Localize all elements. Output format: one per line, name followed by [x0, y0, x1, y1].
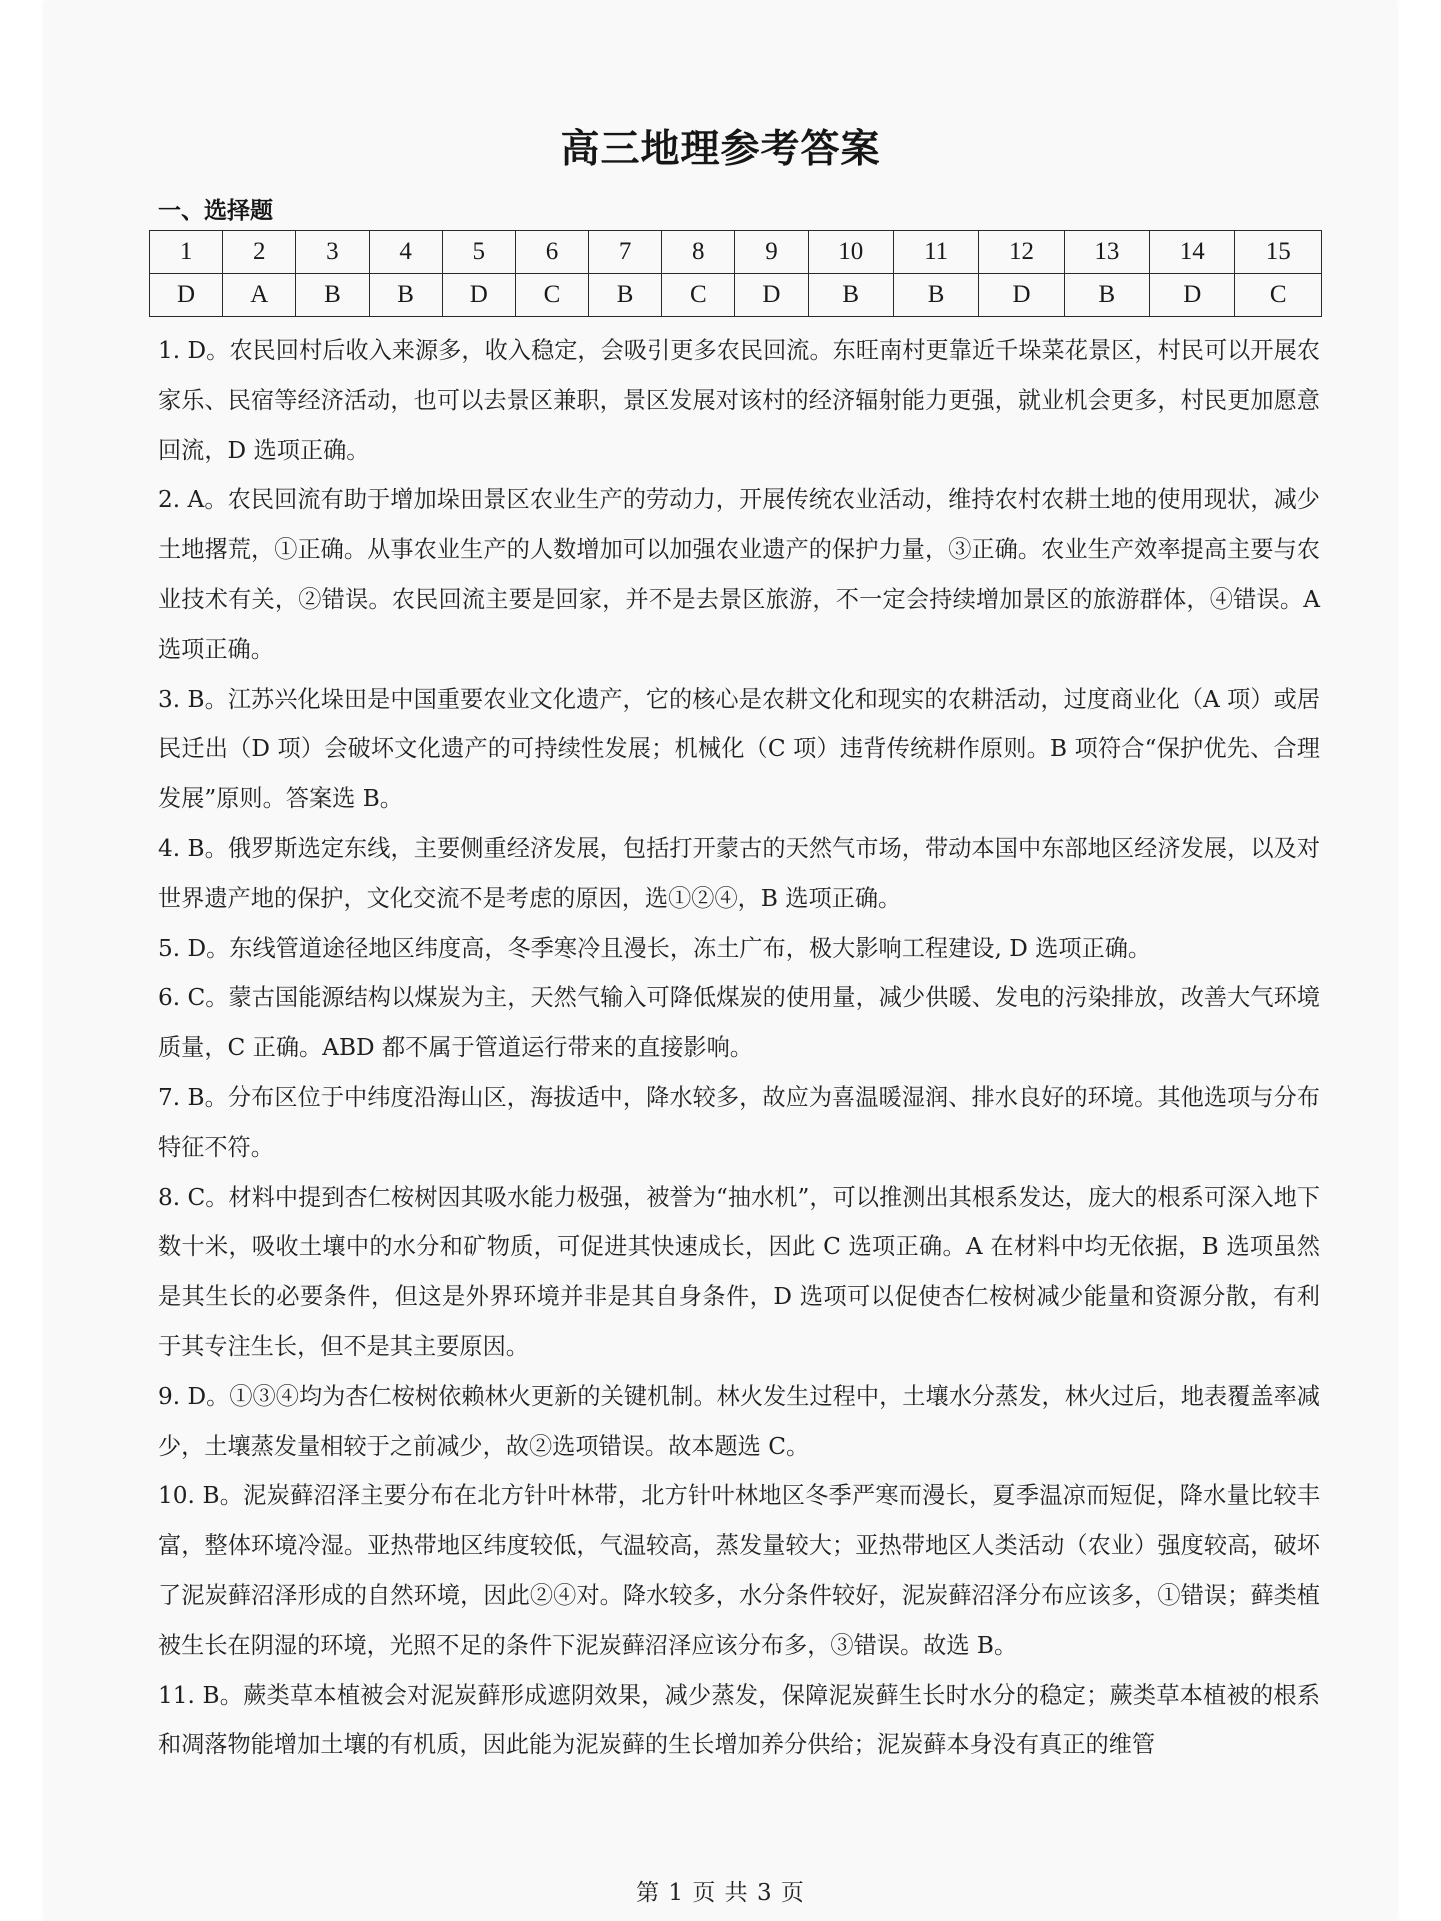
answer-cell: B — [893, 274, 978, 317]
answer-cell: D — [979, 274, 1064, 317]
question-number-cell: 14 — [1150, 231, 1235, 274]
explanation-paragraph: 3. B。江苏兴化垛田是中国重要农业文化遗产，它的核心是农耕文化和现实的农耕活动，过度商业化（A 项）或居民迁出（D 项）会破坏文化遗产的可持续性发展；机械化（C 项）违背传统耕作原则。B 项符合“保护优先、合理发展”原则。答案选 B。 — [158, 685, 1320, 813]
answer-cell: C — [515, 274, 588, 317]
explanation-paragraph: 10. B。泥炭藓沼泽主要分布在北方针叶林带，北方针叶林地区冬季严寒而漫长，夏季温凉而短促，降水量比较丰富，整体环境冷湿。亚热带地区纬度较低，气温较高，蒸发量较大；亚热带地区人类活动（农业）强度较高，破坏了泥炭藓沼泽形成的自然环境，因此②④对。降水较多，水分条件较好，泥炭藓沼泽分布应该多，①错误；藓类植被生长在阴湿的环境，光照不足的条件下泥炭藓沼泽应该分布多，③错误。故选 B。 — [158, 1482, 1320, 1659]
explanation-paragraph: 6. C。蒙古国能源结构以煤炭为主，天然气输入可降低煤炭的使用量，减少供暖、发电的污染排放，改善大气环境质量，C 正确。ABD 都不属于管道运行带来的直接影响。 — [158, 984, 1320, 1062]
question-number-cell: 7 — [589, 231, 662, 274]
question-number-cell: 13 — [1064, 231, 1149, 274]
answer-cell: D — [735, 274, 808, 317]
explanation-paragraph: 1. D。农民回村后收入来源多，收入稳定，会吸引更多农民回流。东旺南村更靠近千垛菜花景区，村民可以开展农家乐、民宿等经济活动，也可以去景区兼职，景区发展对该村的经济辐射能力更强，就业机会更多，村民更加愿意回流，D 选项正确。 — [158, 337, 1320, 464]
question-number-cell: 12 — [979, 231, 1064, 274]
answer-cell: B — [589, 274, 662, 317]
page-title: 高三地理参考答案 — [560, 127, 881, 172]
document-page — [45, 0, 1396, 1921]
answer-table — [149, 230, 1322, 317]
answer-cell: B — [296, 274, 369, 317]
answer-cell: D — [150, 274, 223, 317]
answer-cell: D — [1150, 274, 1235, 317]
explanation-list — [158, 326, 1320, 1770]
explanation-paragraph: 11. B。蕨类草本植被会对泥炭藓形成遮阴效果，减少蒸发，保障泥炭藓生长时水分的稳定；蕨类草本植被的根系和凋落物能增加土壤的有机质，因此能为泥炭藓的生长增加养分供给；泥炭藓本身没有真正的维管 — [158, 1681, 1320, 1759]
explanation-paragraph: 4. B。俄罗斯选定东线，主要侧重经济发展，包括打开蒙古的天然气市场，带动本国中东部地区经济发展，以及对世界遗产地的保护，文化交流不是考虑的原因，选①②④，B 选项正确。 — [158, 834, 1320, 912]
answer-row — [150, 274, 1322, 317]
explanation-paragraph: 2. A。农民回流有助于增加垛田景区农业生产的劳动力，开展传统农业活动，维持农村农耕土地的使用现状，减少土地撂荒，①正确。从事农业生产的人数增加可以加强农业遗产的保护力量，③正确。农业生产效率提高主要与农业技术有关，②错误。农民回流主要是回家，并不是去景区旅游，不一定会持续增加景区的旅游群体，④错误。A 选项正确。 — [158, 486, 1320, 663]
explanation-paragraph: 5. D。东线管道途径地区纬度高，冬季寒冷且漫长，冻土广布，极大影响工程建设, D 选项正确。 — [158, 934, 1152, 962]
page-footer: 第 1 页 共 3 页 — [636, 1880, 805, 1906]
explanation-paragraph: 9. D。①③④均为杏仁桉树依赖林火更新的关键机制。林火发生过程中，土壤水分蒸发，林火过后，地表覆盖率减少，土壤蒸发量相较于之前减少，故②选项错误。故本题选 C。 — [158, 1382, 1320, 1460]
question-number-cell: 9 — [735, 231, 808, 274]
answer-cell: A — [223, 274, 296, 317]
question-number-cell: 8 — [662, 231, 735, 274]
question-number-cell: 15 — [1235, 231, 1322, 274]
question-number-row — [150, 231, 1322, 274]
question-number-cell: 1 — [150, 231, 223, 274]
answer-cell: C — [1235, 274, 1322, 317]
answer-cell: C — [662, 274, 735, 317]
question-number-cell: 5 — [442, 231, 515, 274]
explanation-paragraph: 8. C。材料中提到杏仁桉树因其吸水能力极强，被誉为“抽水机”，可以推测出其根系发达，庞大的根系可深入地下数十米，吸收土壤中的水分和矿物质，可促进其快速成长，因此 C 选项正确。A 在材料中均无依据，B 选项虽然是其生长的必要条件，但这是外界环境并非是其自身条件，D 选项可以促使杏仁桉树减少能量和资源分散，有利于其专注生长，但不是其主要原因。 — [158, 1183, 1320, 1360]
section-heading: 一、选择题 — [158, 197, 273, 224]
answer-cell: B — [808, 274, 893, 317]
question-number-cell: 11 — [893, 231, 978, 274]
question-number-cell: 2 — [223, 231, 296, 274]
question-number-cell: 10 — [808, 231, 893, 274]
question-number-cell: 3 — [296, 231, 369, 274]
answer-cell: B — [369, 274, 442, 317]
explanation-paragraph: 7. B。分布区位于中纬度沿海山区，海拔适中，降水较多，故应为喜温暖湿润、排水良好的环境。其他选项与分布特征不符。 — [158, 1083, 1320, 1161]
question-number-cell: 4 — [369, 231, 442, 274]
answer-cell: B — [1064, 274, 1149, 317]
answer-cell: D — [442, 274, 515, 317]
question-number-cell: 6 — [515, 231, 588, 274]
